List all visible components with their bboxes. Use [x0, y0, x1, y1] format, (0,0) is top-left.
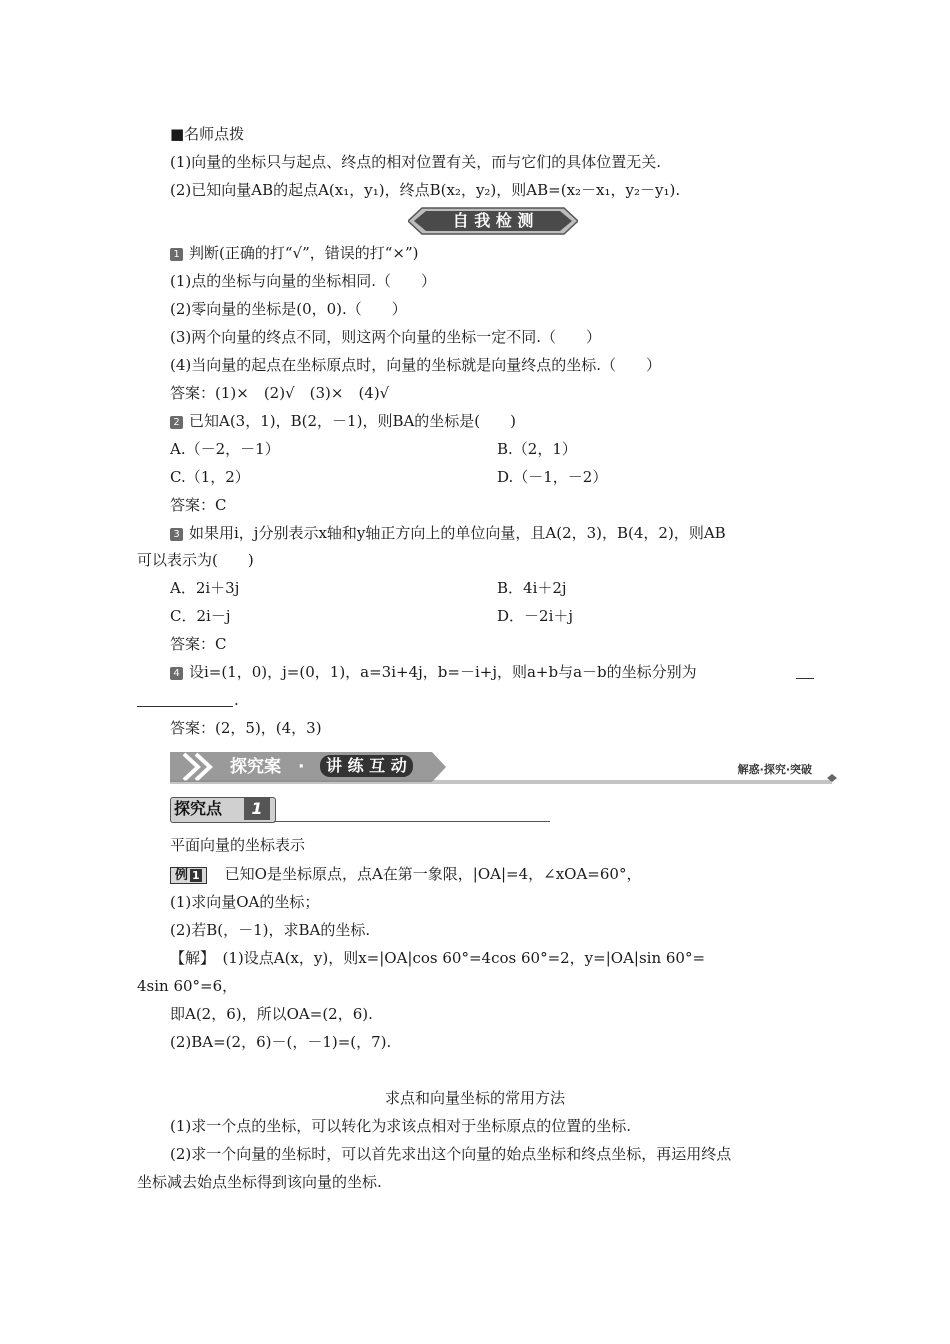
- q1-item-1: (1)点的坐标与向量的坐标相同.（ ）: [170, 272, 437, 290]
- q4-answer: 答案：(2，5)，(4，3): [170, 719, 322, 737]
- method-line-3: 坐标减去始点坐标得到该向量的坐标.: [137, 1173, 382, 1191]
- q3-stem: 如果用i，j分别表示x轴和y轴正方向上的单位向量，且A(2，3)，B(4，2)，则AB: [189, 524, 726, 542]
- explore-point-header: [170, 797, 550, 823]
- solution-line-1: 【解】 (1)设点A(x，y)，则x=|OA|cos 60°=4cos 60°=2，y=|OA|sin 60°=: [170, 949, 706, 967]
- section-title: 探究案: [230, 757, 281, 777]
- q2-stem-row: [170, 411, 516, 431]
- section-banner: [170, 750, 840, 784]
- q4-number: 4: [170, 667, 183, 680]
- explore-point-label: 探究点: [174, 799, 223, 818]
- q4-blank: [137, 706, 233, 707]
- self-check-title: 自 我 检 测: [452, 211, 534, 230]
- q1-item-3: (3)两个向量的终点不同，则这两个向量的坐标一定不同.（ ）: [170, 328, 602, 346]
- example-part-2: (2)若B(，－1)，求BA的坐标.: [170, 921, 371, 939]
- q4-blank-end: [796, 678, 814, 679]
- method-line-2: (2)求一个向量的坐标时，可以首先求出这个向量的始点坐标和终点坐标，再运用终点: [170, 1145, 732, 1163]
- self-check-banner: [408, 206, 578, 236]
- section-right-tagline: 解惑·探究·突破: [737, 763, 812, 776]
- example-row: [170, 864, 641, 884]
- q2-stem: 已知A(3，1)，B(2，－1)，则BA的坐标是( ): [189, 412, 516, 430]
- method-line-1: (1)求一个点的坐标，可以转化为求该点相对于坐标原点的位置的坐标.: [170, 1117, 632, 1135]
- q2-option-c: C.（1，2）: [170, 468, 250, 486]
- q1-stem: 判断(正确的打“√”，错误的打“×”): [189, 244, 419, 262]
- tips-heading: ■名师点拨: [170, 125, 245, 143]
- section-dot: ·: [298, 757, 305, 777]
- q4-stem-row: [170, 662, 697, 682]
- q4-stem: 设i=(1，0)，j=(0，1)，a=3i+4j，b=－i+j，则a+b与a－b的坐标分别为: [189, 663, 697, 681]
- tips-line-1: (1)向量的坐标只与起点、终点的相对位置有关，而与它们的具体位置无关.: [170, 153, 662, 171]
- q2-answer: 答案：C: [170, 496, 227, 514]
- q3-stem-cont: 可以表示为( ): [137, 551, 254, 569]
- explore-topic: 平面向量的坐标表示: [170, 836, 306, 854]
- explore-point-number: 1: [244, 798, 270, 820]
- q1-stem-row: [170, 243, 419, 263]
- solution-line-4: (2)BA=(2，6)－(，－1)=(，7).: [170, 1033, 392, 1051]
- example-part-1: (1)求向量OA的坐标；: [170, 893, 320, 911]
- q2-option-a: A.（－2，－1）: [170, 440, 280, 458]
- q2-option-b: B.（2，1）: [497, 440, 577, 458]
- q3-option-d: D．－2i＋j: [497, 607, 574, 625]
- q3-option-a: A．2i＋3j: [170, 579, 240, 597]
- q1-item-2: (2)零向量的坐标是(0，0).（ ）: [170, 300, 407, 318]
- solution-line-2: 4sin 60°=6，: [137, 977, 238, 995]
- q2-number: 2: [170, 416, 183, 429]
- q4-period: .: [234, 691, 239, 709]
- q1-number: 1: [170, 248, 183, 261]
- q3-number: 3: [170, 528, 183, 541]
- method-title: 求点和向量坐标的常用方法: [384, 1089, 565, 1107]
- tips-line-2: (2)已知向量AB的起点A(x₁，y₁)，终点B(x₂，y₂)，则AB=(x₂－x₁，y₂－y₁).: [170, 181, 681, 199]
- q3-option-c: C．2i－j: [170, 607, 231, 625]
- explore-point-rule: [274, 821, 550, 822]
- example-badge: 例 1: [170, 867, 207, 884]
- example-stem: 已知O是坐标原点，点A在第一象限，|OA|=4，∠xOA=60°，: [224, 865, 642, 883]
- q3-option-b: B．4i＋2j: [497, 579, 567, 597]
- q3-answer: 答案：C: [170, 635, 227, 653]
- q1-answer: 答案：(1)× (2)√ (3)× (4)√: [170, 384, 390, 402]
- q2-option-d: D.（－1，－2）: [497, 468, 608, 486]
- q3-stem-row: [170, 523, 726, 543]
- section-subtitle: 讲 练 互 动: [320, 755, 413, 777]
- q1-item-4: (4)当向量的起点在坐标原点时，向量的坐标就是向量终点的坐标.（ ）: [170, 356, 662, 374]
- solution-line-3: 即A(2，6)，所以OA=(2，6).: [170, 1005, 373, 1023]
